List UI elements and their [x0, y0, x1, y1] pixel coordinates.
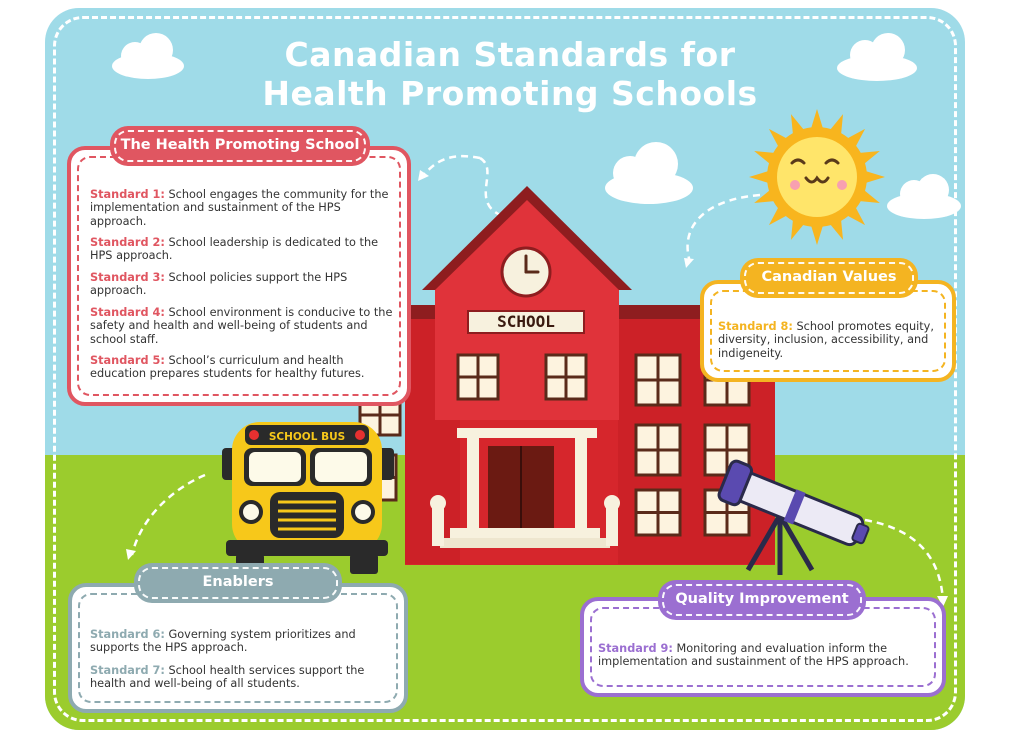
page-title-line-2: Health Promoting Schools	[262, 74, 758, 113]
sun-ray	[811, 225, 823, 245]
bus-sign: SCHOOL BUS	[268, 431, 346, 443]
standard-6: Standard 6: Governing system prioritizes and supports the HPS approach.	[90, 628, 356, 655]
sun-ray	[865, 171, 885, 183]
standard-5: Standard 5: School’s curriculum and health education prepares students for healthy futures.	[90, 354, 365, 381]
heading-canadian-values: Canadian Values	[740, 258, 918, 298]
standard-1: Standard 1: School engages the community for the implementation and sustainment of the HPS approach.	[90, 188, 389, 228]
standard-2: Standard 2: School leadership is dedicated to the HPS approach.	[90, 236, 379, 263]
heading-enablers: Enablers	[134, 563, 342, 603]
sun-icon	[749, 109, 885, 245]
cloud-icon	[605, 142, 693, 204]
page-title-line-1: Canadian Standards for	[284, 35, 736, 74]
standard-7: Standard 7: School health services support the health and well-being of all students.	[90, 664, 365, 691]
standard-4: Standard 4: School environment is conducive to the safety and health and well-being of students and school staff.	[90, 306, 393, 346]
school-sign: SCHOOL	[497, 312, 555, 331]
heading-quality-improvement: Quality Improvement	[658, 580, 866, 620]
standard-9: Standard 9: Monitoring and evaluation inform the implementation and sustainment of the HPS approach.	[598, 642, 909, 669]
cloud-icon	[887, 174, 961, 219]
sun-ray	[749, 171, 769, 183]
school-bus	[222, 422, 394, 574]
standard-3: Standard 3: School policies support the HPS approach.	[90, 271, 348, 298]
heading-health-promoting-school: The Health Promoting School	[110, 126, 370, 166]
standard-8: Standard 8: School promotes equity, diversity, inclusion, accessibility, and indigeneity.	[718, 320, 934, 360]
